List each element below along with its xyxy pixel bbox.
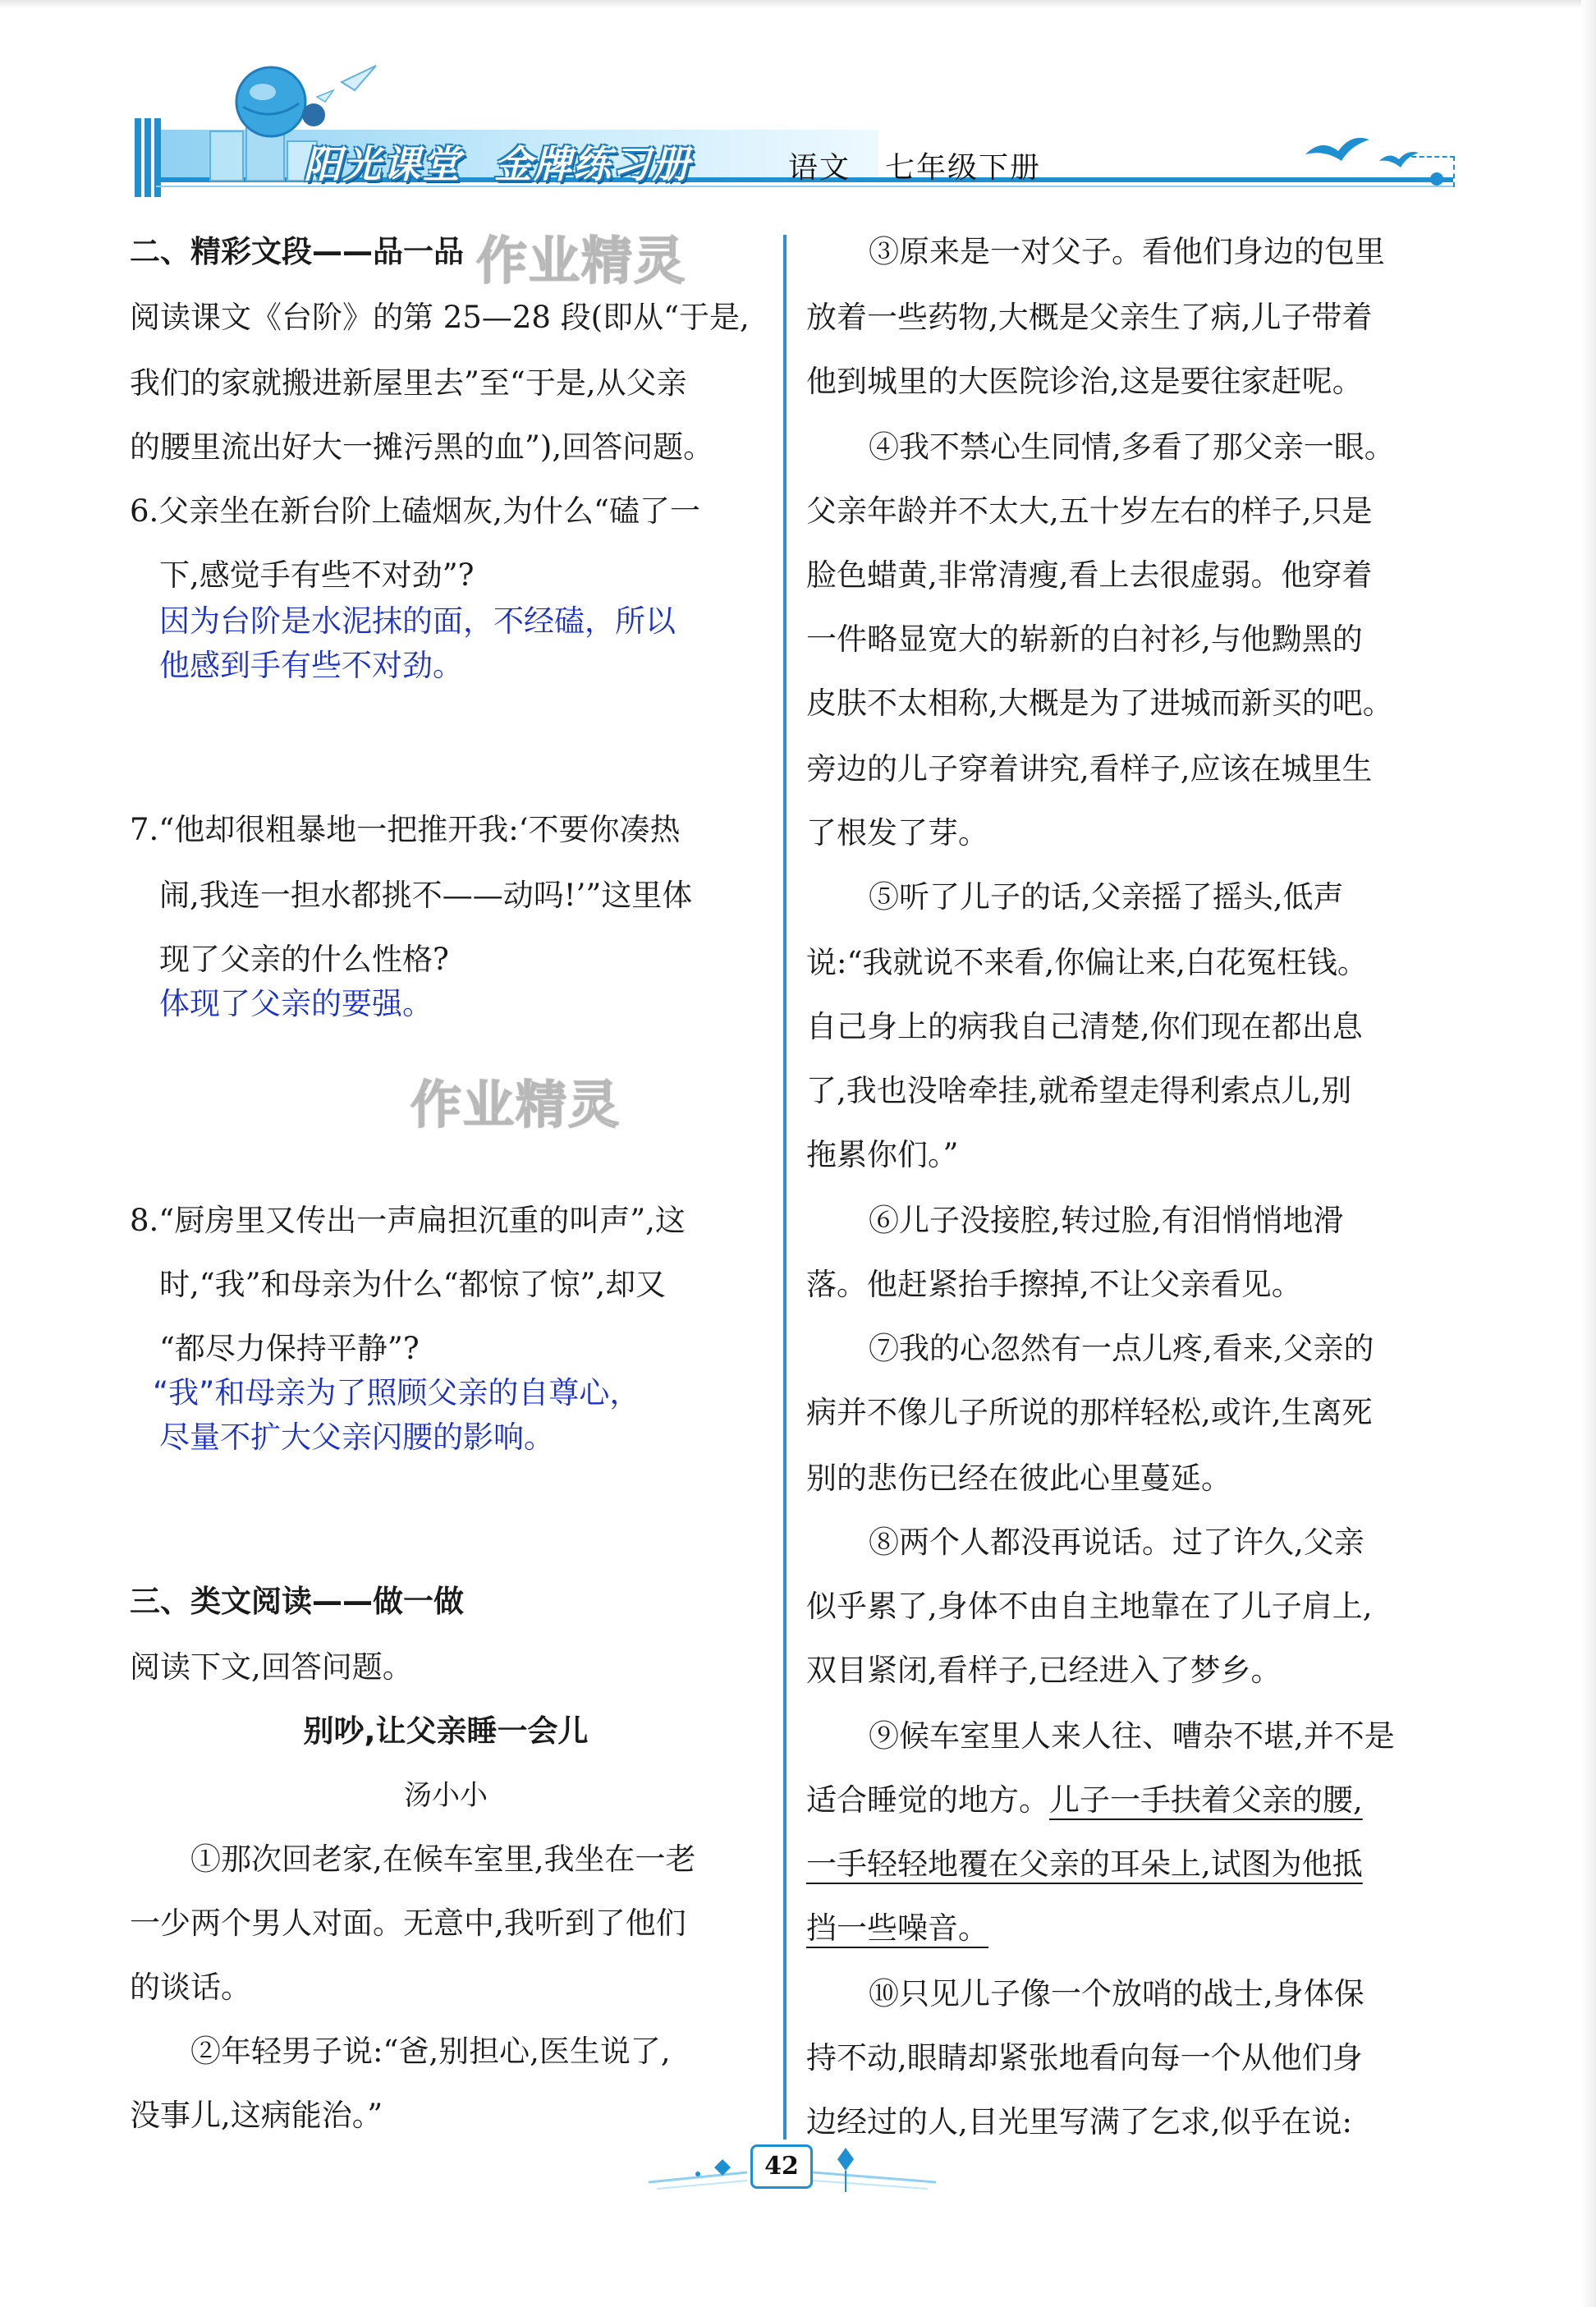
para7-line1: ⑦我的心忽然有一点儿疼,看来,父亲的	[869, 1331, 1374, 1366]
para9-line2-plain: 适合睡觉的地方。	[806, 1782, 1049, 1818]
para4-line6: 旁边的儿子穿着讲究,看样子,应该在城里生	[806, 751, 1373, 787]
para10-line3: 边经过的人,目光里写满了乞求,似乎在说:	[806, 2104, 1352, 2140]
para5-line2: 说:“我就说不来看,你偏让来,白花冤枉钱。	[806, 945, 1368, 980]
section2-intro-line3: 的腰里流出好大一摊污黑的血”),回答问题。	[130, 429, 714, 465]
para3-line3: 他到城里的大医院诊治,这是要往家赶呢。	[806, 364, 1363, 399]
article-author: 汤小小	[404, 1779, 488, 1812]
question-8-line3: “都尽力保持平静”?	[159, 1331, 420, 1366]
article-title: 别吵,让父亲睡一会儿	[303, 1713, 589, 1749]
subject-label: 语文	[788, 151, 851, 185]
para1-line2: 一少两个男人对面。无意中,我听到了他们	[130, 1906, 686, 1941]
question-7-line2: 闹,我连一担水都挑不——动吗!’”这里体	[159, 878, 693, 913]
para7-line2: 病并不像儿子所说的那样轻松,或许,生离死	[806, 1395, 1373, 1430]
para3-line1: ③原来是一对父子。看他们身边的包里	[869, 234, 1385, 269]
para1-line3: 的谈话。	[130, 1970, 251, 2005]
answer-7-line1: 体现了父亲的要强。	[159, 986, 433, 1021]
question-7-line1: 7.“他却很粗暴地一把推开我:‘不要你凑热	[130, 812, 681, 847]
section2-title: 二、精彩文段——品一品	[130, 234, 464, 269]
para4-line2: 父亲年龄并不太大,五十岁左右的样子,只是	[806, 493, 1373, 529]
watermark-top: 作业精灵	[476, 231, 687, 291]
para4-line5: 皮肤不太相称,大概是为了进城而新买的吧。	[806, 686, 1393, 721]
answer-8-line2: 尽量不扩大父亲闪腰的影响。	[159, 1420, 554, 1455]
watermark-middle: 作业精灵	[410, 1075, 621, 1135]
para10-line2: 持不动,眼睛却紧张地看向每一个从他们身	[806, 2040, 1363, 2075]
question-6-line1: 6.父亲坐在新台阶上磕烟灰,为什么“磕了一	[130, 493, 700, 529]
para9-line2	[806, 1780, 1363, 1821]
series-title-part1: 阳光课堂	[304, 142, 461, 186]
para9-line1: ⑨候车室里人来人往、嘈杂不堪,并不是	[869, 1718, 1395, 1754]
para6-line2: 落。他赶紧抬手擦掉,不让父亲看见。	[806, 1267, 1302, 1302]
section2-intro-line1: 阅读课文《台阶》的第 25—28 段(即从“于是,	[130, 300, 750, 335]
para1-line1: ①那次回老家,在候车室里,我坐在一老	[190, 1841, 696, 1877]
para3-line2: 放着一些药物,大概是父亲生了病,儿子带着	[806, 300, 1373, 335]
para8-line1: ⑧两个人都没再说话。过了许久,父亲	[869, 1525, 1364, 1560]
para5-line1: ⑤听了儿子的话,父亲摇了摇头,低声	[869, 879, 1344, 915]
para4-line1: ④我不禁心生同情,多看了那父亲一眼。	[869, 429, 1395, 465]
question-8-line2: 时,“我”和母亲为什么“都惊了惊”,却又	[159, 1267, 667, 1302]
para4-line4: 一件略显宽大的崭新的白衬衫,与他黝黑的	[806, 621, 1363, 657]
column-divider	[783, 235, 787, 2140]
header-dashed-corner	[1404, 156, 1455, 187]
para2-line2: 没事儿,这病能治。”	[130, 2098, 383, 2133]
page-footer	[640, 2135, 952, 2200]
question-8-line1: 8.“厨房里又传出一声扁担沉重的叫声”,这	[130, 1203, 686, 1238]
para4-line7: 了根发了芽。	[806, 815, 988, 851]
para6-line1: ⑥儿子没接腔,转过脸,有泪悄悄地滑	[869, 1203, 1344, 1238]
scan-top-edge	[0, 0, 1596, 8]
answer-6-line1: 因为台阶是水泥抹的面，不经磕，所以	[159, 603, 676, 639]
para9-line2-underlined: 儿子一手扶着父亲的腰,	[1049, 1782, 1363, 1818]
section3-intro: 阅读下文,回答问题。	[130, 1649, 413, 1685]
scan-right-edge	[1581, 0, 1596, 2307]
para5-line3: 自己身上的病我自己清楚,你们现在都出息	[806, 1009, 1363, 1044]
para4-line3: 脸色蜡黄,非常清瘦,看上去很虚弱。他穿着	[806, 557, 1373, 593]
para2-line1: ②年轻男子说:“爸,别担心,医生说了,	[190, 2034, 671, 2069]
section3-title: 三、类文阅读——做一做	[130, 1584, 464, 1619]
subject-grade	[788, 144, 1041, 186]
para8-line2: 似乎累了,身体不由自主地靠在了儿子肩上,	[806, 1589, 1373, 1624]
para9-line3-underlined: 一手轻轻地覆在父亲的耳朵上,试图为他抵	[806, 1846, 1363, 1882]
series-title	[304, 135, 691, 189]
para9-line4-underlined: 挡一些噪音。	[806, 1910, 988, 1946]
question-7-line3: 现了父亲的什么性格?	[159, 942, 449, 977]
answer-6-line2: 他感到手有些不对劲。	[159, 648, 463, 683]
para10-line1: ⑩只见儿子像一个放哨的战士,身体保	[869, 1976, 1364, 2011]
grade-label: 七年级下册	[885, 151, 1042, 185]
page-number: 42	[750, 2144, 813, 2189]
para5-line5: 拖累你们。”	[806, 1137, 959, 1172]
para5-line4: 了,我也没啥牵挂,就希望走得利索点儿,别	[806, 1073, 1352, 1108]
section2-intro-line2: 我们的家就搬进新屋里去”至“于是,从父亲	[130, 365, 687, 401]
answer-8-line1: “我”和母亲为了照顾父亲的自尊心，	[153, 1375, 640, 1410]
question-6-line2: 下,感觉手有些不对劲”?	[159, 557, 475, 593]
page-header	[123, 49, 1453, 197]
series-title-part2: 金牌练习册	[494, 142, 691, 186]
para8-line3: 双目紧闭,看样子,已经进入了梦乡。	[806, 1653, 1282, 1688]
para7-line3: 别的悲伤已经在彼此心里蔓延。	[806, 1461, 1231, 1496]
